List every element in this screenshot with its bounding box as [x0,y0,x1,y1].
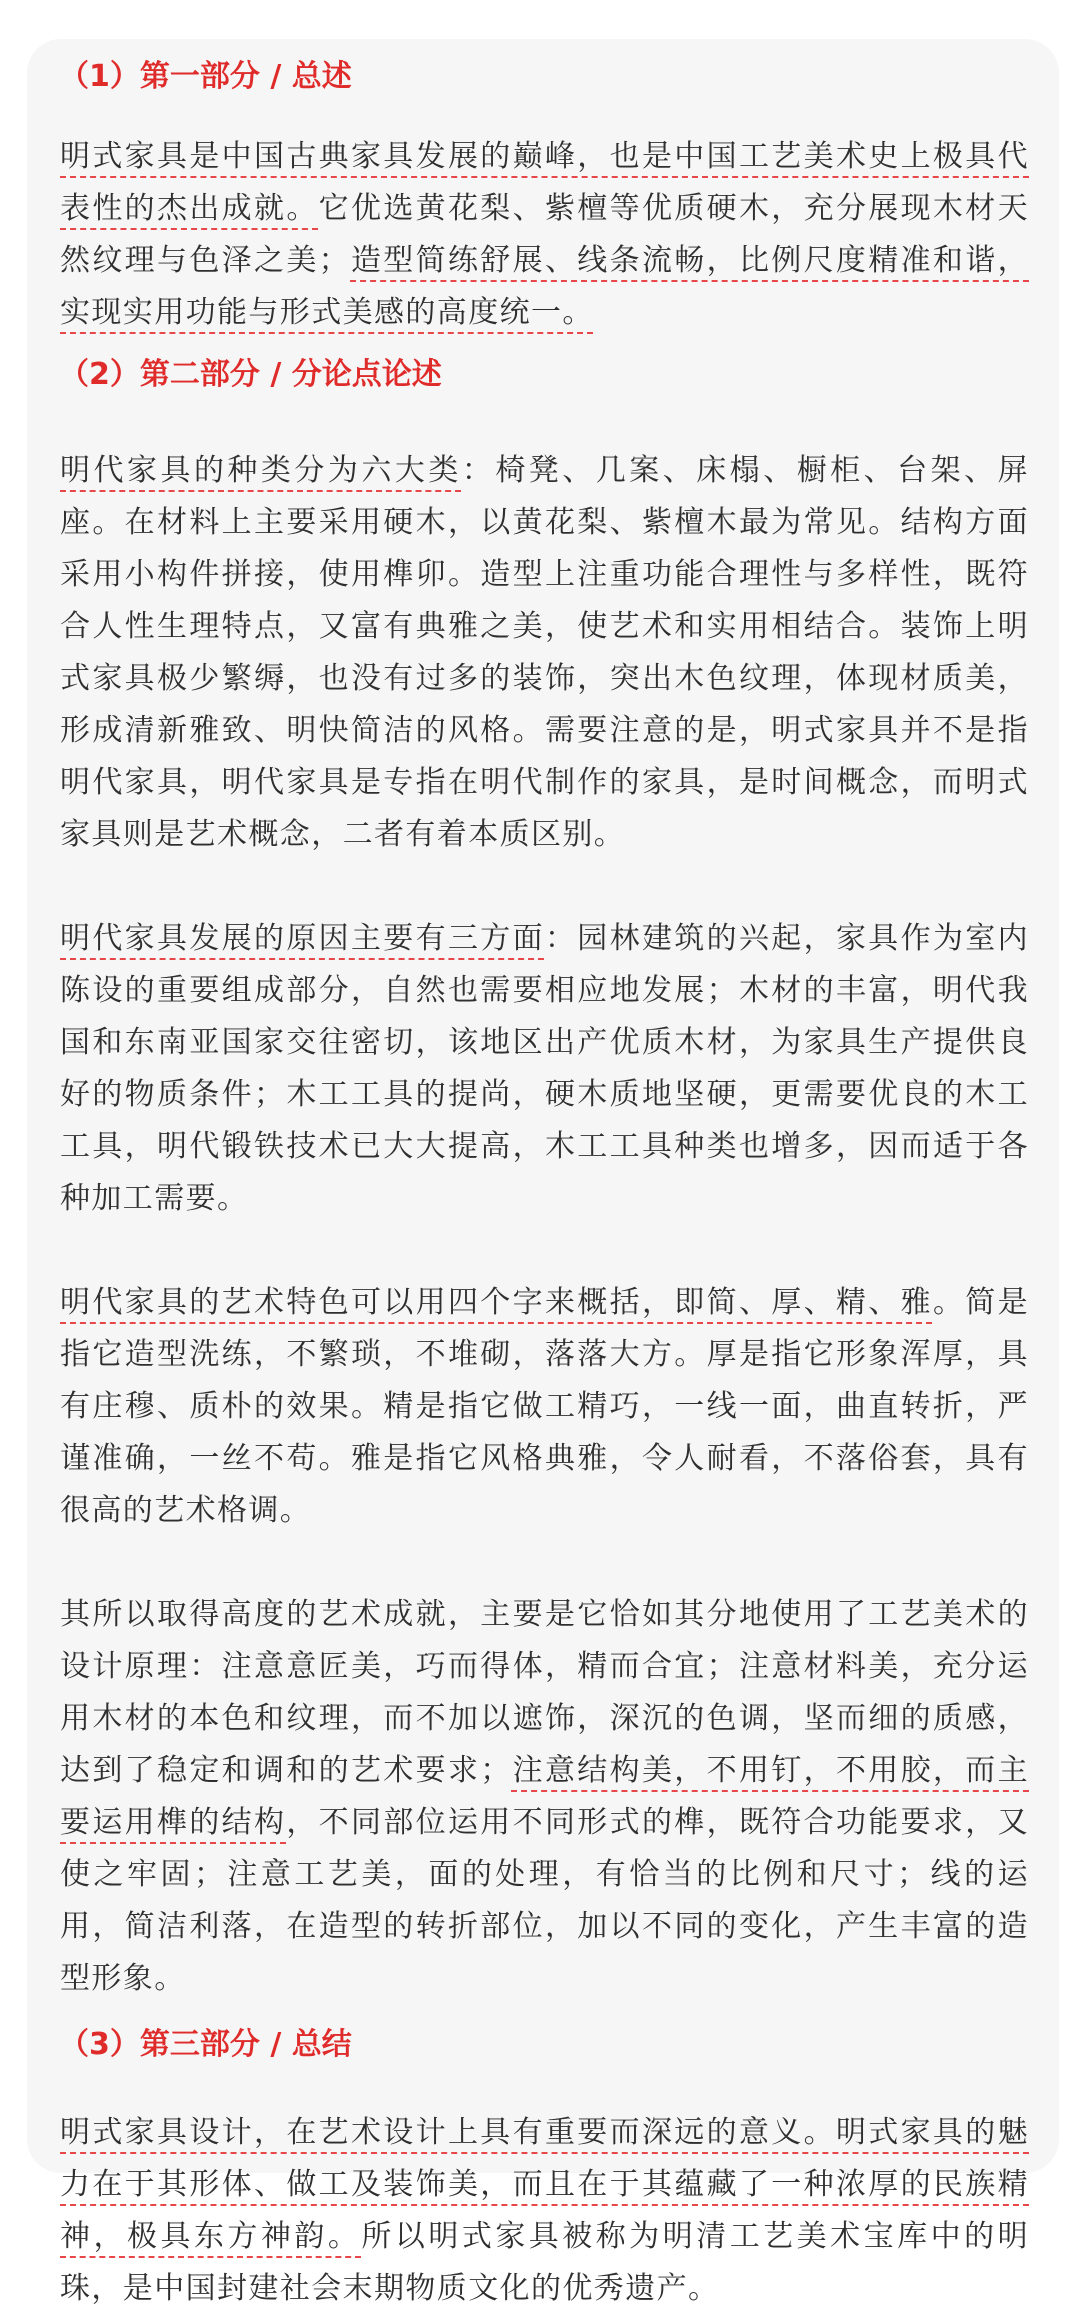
highlighted-text: 造型简练舒展、线条流畅，比例尺度精准和谐，实现实用功能与形式美感的高度统一。 [60,243,1029,330]
body-text: 所以明式家具被称为明清工艺美术宝库中的明珠，是中国封建社会末期物质文化的优秀遗产。 [60,2219,1029,2306]
article-card [27,39,1059,2306]
section-3-heading: （3）第三部分 / 总结 [59,2027,352,2062]
body-text: 。简是指它造型洗练，不繁琐，不堆砌，落落大方。厚是指它形象浑厚，具有庄穆、质朴的效果。精是指它做工精巧，一线一面，曲直转折，严谨准确，一丝不苟。雅是指它风格典雅，令人耐看，不落俗套，具有很高的艺术格调。 [60,1285,1029,1528]
section-1-heading: （1）第一部分 / 总述 [59,59,352,94]
section-2-paragraph-principles [57,1589,1029,2005]
section-2-paragraph-features [57,1277,1029,1537]
body-text: 其所以取得高度的艺术成就，主要是它恰如其分地使用了工艺美术的设计原理：注意意匠美，巧而得体，精而合宜；注意材料美，充分运用木材的本色和纹理，而不加以遮饰，深沉的色调，坚而细的质感，达到了稳定和调和的艺术要求； [60,1597,1029,1788]
section-1-paragraph [57,131,1029,339]
body-text: 它优选黄花梨、紫檀等优质硬木，充分展现木材天然纹理与色泽之美； [60,191,1029,278]
body-text: ：椅凳、几案、床榻、橱柜、台架、屏座。在材料上主要采用硬木，以黄花梨、紫檀木最为常见。结构方面采用小构件拼接，使用榫卯。造型上注重功能合理性与多样性，既符合人性生理特点，又富有典雅之美，使艺术和实用相结合。装饰上明式家具极少繁缛，也没有过多的装饰，突出木色纹理，体现材质美，形成清新雅致、明快简洁的风格。需要注意的是，明式家具并不是指明代家具，明代家具是专指在明代制作的家具，是时间概念，而明式家具则是艺术概念，二者有着本质区别。 [60,453,1029,852]
highlighted-text: 明式家具是中国古典家具发展的巅峰，也是中国工艺美术史上极具代表性的杰出成就。 [60,139,1029,226]
section-2-paragraph-reasons [57,913,1029,1225]
highlighted-text: 明代家具的种类分为六大类 [60,453,462,488]
body-text: ：园林建筑的兴起，家具作为室内陈设的重要组成部分，自然也需要相应地发展；木材的丰富，明代我国和东南亚国家交往密切，该地区出产优质木材，为家具生产提供良好的物质条件；木工工具的提尚，硬木质地坚硬，更需要优良的木工工具，明代锻铁技术已大大提高，木工工具种类也增多，因而适于各种加工需要。 [60,921,1030,1216]
section-3-paragraph [57,2107,1029,2315]
highlighted-text: 注意结构美，不用钉，不用胶，而主要运用榫的结构 [60,1753,1029,1840]
highlighted-text: 明代家具发展的原因主要有三方面 [60,921,545,956]
highlighted-text: 明式家具设计，在艺术设计上具有重要而深远的意义。明式家具的魅力在于其形体、做工及装饰美，而且在于其蕴藏了一种浓厚的民族精神，极具东方神韵。 [60,2115,1029,2254]
body-text: ，不同部位运用不同形式的榫，既符合功能要求，又使之牢固；注意工艺美，面的处理，有恰当的比例和尺寸；线的运用，简洁利落，在造型的转折部位，加以不同的变化，产生丰富的造型形象。 [60,1805,1029,1996]
highlighted-text: 明代家具的艺术特色可以用四个字来概括，即简、厚、精、雅 [60,1285,933,1320]
section-2-paragraph-types [57,445,1029,861]
section-2-heading: （2）第二部分 / 分论点论述 [59,357,442,392]
